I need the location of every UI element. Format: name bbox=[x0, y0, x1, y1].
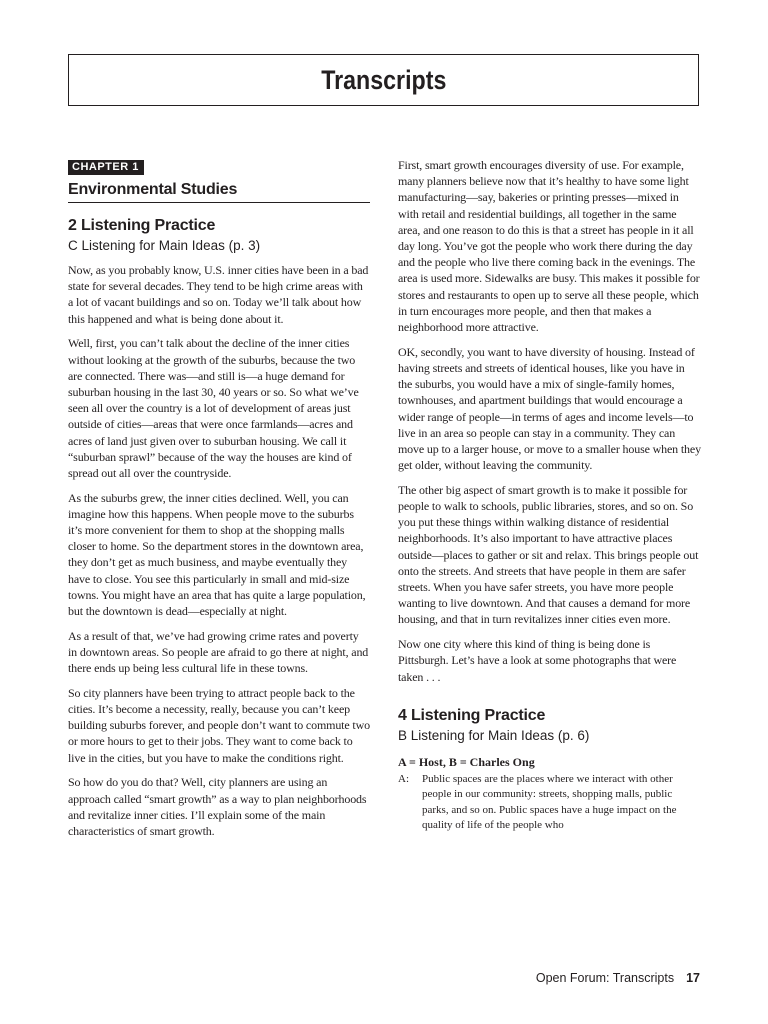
dialog-line bbox=[398, 772, 701, 834]
page-footer bbox=[536, 971, 700, 985]
paragraph: Now one city where this kind of thing is being done is Pittsburgh. Let’s have a look at some photographs that were taken . . . bbox=[398, 637, 677, 684]
page-title: Transcripts bbox=[320, 64, 447, 95]
page-title-box bbox=[68, 54, 699, 106]
section-subheading: C Listening for Main Ideas (p. 3) bbox=[68, 238, 261, 253]
section-heading: 2 Listening Practice bbox=[68, 217, 216, 234]
speaker-key: A = Host, B = Charles Ong bbox=[398, 754, 535, 769]
paragraph: OK, secondly, you want to have diversity of housing. Instead of having streets and streets of identical houses, like you have in the suburbs, you would have a mix of single-family homes, townhouses, and apartment buildings that would encourage a wider range of people—in terms of ages and income levels—to live in an area so people can stay in a community. They can move up to a larger house, or move to a smaller house when they get older, without leaving the community. bbox=[398, 344, 701, 473]
paragraph: So city planners have been trying to attract people back to the cities. It’s become a necessity, really, because you can’t keep building suburbs forever, and people don’t want to commute two or more hours to get to their jobs. They want to come back to live in the cities, but you have to make the conditions right. bbox=[68, 685, 370, 765]
paragraph: The other big aspect of smart growth is to make it possible for people to walk to schools, public libraries, stores, and so on. So you put these things within walking distance of residential neighborhoods. It’s also important to have attractive places outside—places to gather or sit and relax. This brings people out onto the streets. And streets that have people in them are safer streets. When you have safer streets, you have more people wanting to live downtown. And that causes a demand for more housing, and that in turn revitalizes inner cities even more. bbox=[398, 482, 699, 627]
paragraph: First, smart growth encourages diversity of use. For example, many planners believe now that it’s healthy to have some light manufacturing—say, bakeries or printing presses—mixed in with retail and residential buildings, all together in the same area, and one reason to do this is that a street has people in it all day long. You’ve got the people who work there during the day and the people who live there coming back in the evenings. The area is used more. Sidewalks are busy. This makes it possible for stores and restaurants to open up to serve all these people, which in turn encourages more people, and then that makes a neighborhood more attractive. bbox=[398, 158, 700, 335]
paragraph: As the suburbs grew, the inner cities declined. Well, you can imagine how this happens. When people move to the suburbs it’s more convenient for them to shop at the shopping malls closer to home. So the department stores in the downtown area, they don’t get as much business, and maybe eventually they have to close. You see this particularly in small and mid-size towns. You might have an area that has quite a large population, but the downtown is dead—especially at night. bbox=[68, 490, 366, 619]
footer-text: Open Forum: Transcripts bbox=[535, 971, 675, 985]
page-number: 17 bbox=[686, 971, 700, 985]
left-column bbox=[68, 157, 370, 848]
chapter-tag: CHAPTER 1 bbox=[68, 160, 144, 175]
dialog-text: Public spaces are the places where we interact with other people in our community: streets, shopping malls, public parks, and so on. Public spaces have a huge impact on the quality of life of the people who bbox=[422, 772, 677, 832]
section-subheading: B Listening for Main Ideas (p. 6) bbox=[398, 727, 590, 743]
paragraph: As a result of that, we’ve had growing crime rates and poverty in downtown areas. So people are afraid to go there at night, and there ends up being less cultural life in these towns. bbox=[68, 628, 369, 676]
paragraph: Now, as you probably know, U.S. inner cities have been in a bad state for several decades. They tend to be high crime areas with a lot of vacant buildings and so on. Today we’ll talk about how this happened and what is being done about it. bbox=[68, 263, 369, 326]
paragraph: Well, first, you can’t talk about the decline of the inner cities without looking at the growth of the suburbs, because the two are connected. There was—and still is—a huge demand for suburban housing in the last 30, 40 years or so. So what we’ve seen all over the country is a lot of development of areas just outside of cities—areas that were once farmlands—acres and acres of land just given over to suburban housing. We call it “suburban sprawl” because of the way the houses are kind of spread out all over the countryside. bbox=[68, 336, 359, 480]
speaker-label: A: bbox=[398, 772, 409, 785]
section-heading: 4 Listening Practice bbox=[398, 706, 546, 724]
paragraph: So how do you do that? Well, city planners are using an approach called “smart growth” as a way to plan neighborhoods and revitalize inner cities. I’ll explain some of the main characteristics of smart growth. bbox=[68, 775, 367, 838]
chapter-title: Environmental Studies bbox=[68, 181, 370, 203]
right-column bbox=[398, 157, 701, 834]
